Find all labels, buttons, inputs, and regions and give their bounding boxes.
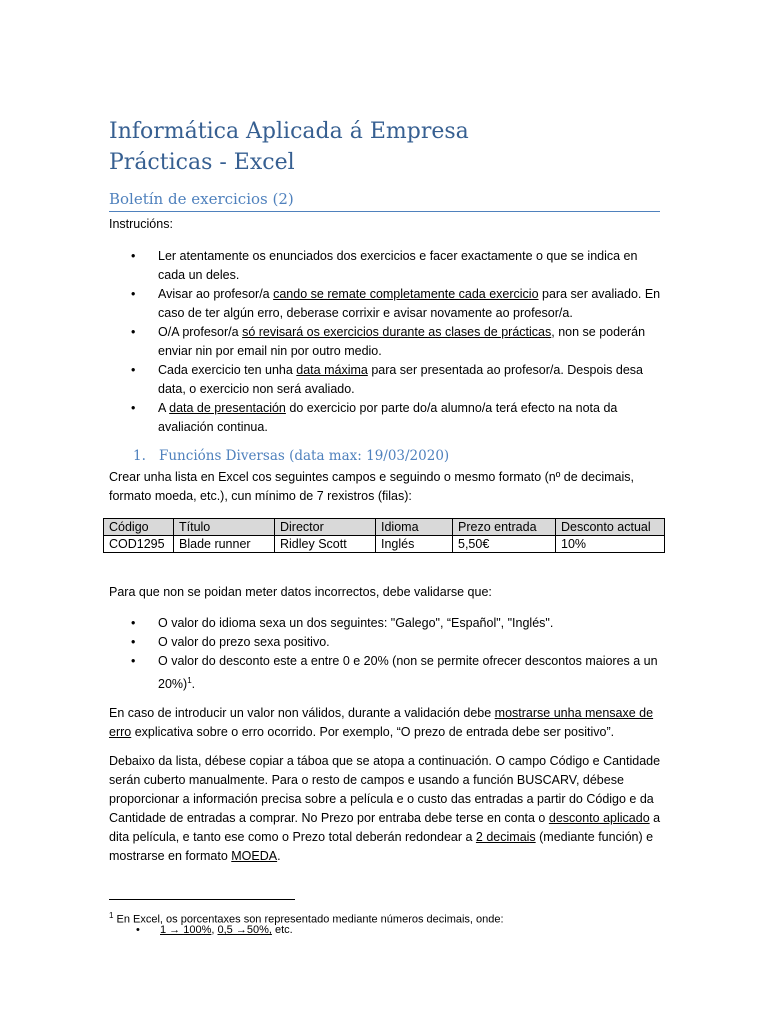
table-cell: Ridley Scott <box>275 536 376 553</box>
title-line-1: Informática Aplicada á Empresa <box>109 119 469 144</box>
validate-intro: Para que non se poidan meter datos incorrectos, debe validarse que: <box>109 585 492 599</box>
footnote-ref[interactable]: 1 <box>187 676 192 685</box>
validations-list <box>109 614 661 694</box>
section-1-intro: Crear unha lista en Excel cos seguintes campos e seguindo o mesmo formato (nº de decimais, formato moeda, etc.), cun mínimo de 7 rexistros (filas): <box>109 470 634 503</box>
films-table <box>103 518 665 553</box>
error-paragraph: En caso de introducir un valor non válidos, durante a validación debe mostrarse unha mensaxe de erro explicativa sobre o erro ocorrido. Por exemplo, “O prezo de entrada debe ser positivo”. <box>109 706 654 739</box>
list-item: • O valor do desconto este a entre 0 e 20% (non se permite ofrecer descontos maiores a un 20%)$^1$. <box>131 654 658 692</box>
list-item: • Cada exercicio ten unha data máxima para ser presentada ao profesor/a. Despois desa data, o exercicio non será avaliado. <box>131 363 644 396</box>
footnote-separator <box>109 899 295 900</box>
list-item: • A data de presentación do exercicio por parte do/a alumno/a terá efecto na nota da avaliación continua. <box>131 401 618 434</box>
table-cell: Blade runner <box>174 536 275 553</box>
title-line-2: Prácticas - Excel <box>109 150 295 175</box>
list-item: • Ler atentamente os enunciados dos exercicios e facer exactamente o que se indica en cada un deles. <box>131 249 638 282</box>
table-cell: 10% <box>556 536 665 553</box>
table-header-cell: Desconto actual <box>556 519 665 536</box>
debaixo-paragraph: Debaixo da lista, débese copiar a táboa que se atopa a continuación. O campo Código e Cantidade serán cuberto manualmente. Para o resto de campos e usando a función BUSCARV, débese proporcionar a información precisa sobre a película e o custo das entradas a partir do Código e da Cantidade de entradas a comprar. No Prezo por entraba debe terse en conta o desconto aplicado a dita película, e tanto ese como o Prezo total deberán redondear a 2 decimais (mediante función) e mostrarse en formato MOEDA. <box>109 754 661 863</box>
boletin-heading: Boletín de exercicios (2) <box>109 190 660 212</box>
list-item: • O valor do idioma sexa un dos seguintes: "Galego", “Español", "Inglés". <box>131 616 554 630</box>
instrucions-list <box>109 247 661 437</box>
section-1-heading <box>109 448 449 464</box>
footnote-text: $^1$ En Excel, os porcentaxes son representado mediante números decimais, onde: <box>109 911 504 926</box>
section-title: Funcións Diversas (data max: 19/03/2020) <box>159 448 450 464</box>
document-title <box>109 116 469 178</box>
table-header-cell: Director <box>275 519 376 536</box>
footnote-bullet: • 1 → 100%, 0,5 →50%, etc. <box>136 924 293 936</box>
table-cell: 5,50€ <box>453 536 556 553</box>
table-header-cell: Título <box>174 519 275 536</box>
list-item: • O/A profesor/a só revisará os exercicios durante as clases de prácticas, non se poderán enviar nin por email nin por outro medio. <box>131 325 646 358</box>
table-cell: Inglés <box>376 536 453 553</box>
instrucions-label: Instrucións: <box>109 217 173 231</box>
table-header-cell: Código <box>104 519 174 536</box>
list-item: • Avisar ao profesor/a cando se remate completamente cada exercicio para ser avaliado. En caso de ter algún erro, deberase corrixir e avisar novamente ao profesor/a. <box>131 287 661 320</box>
list-item: • O valor do prezo sexa positivo. <box>131 635 330 649</box>
section-number: 1. <box>133 448 146 464</box>
table-header-cell: Prezo entrada <box>453 519 556 536</box>
table-header-row <box>104 519 665 536</box>
table-cell: COD1295 <box>104 536 174 553</box>
table-header-cell: Idioma <box>376 519 453 536</box>
table-row <box>104 536 665 553</box>
